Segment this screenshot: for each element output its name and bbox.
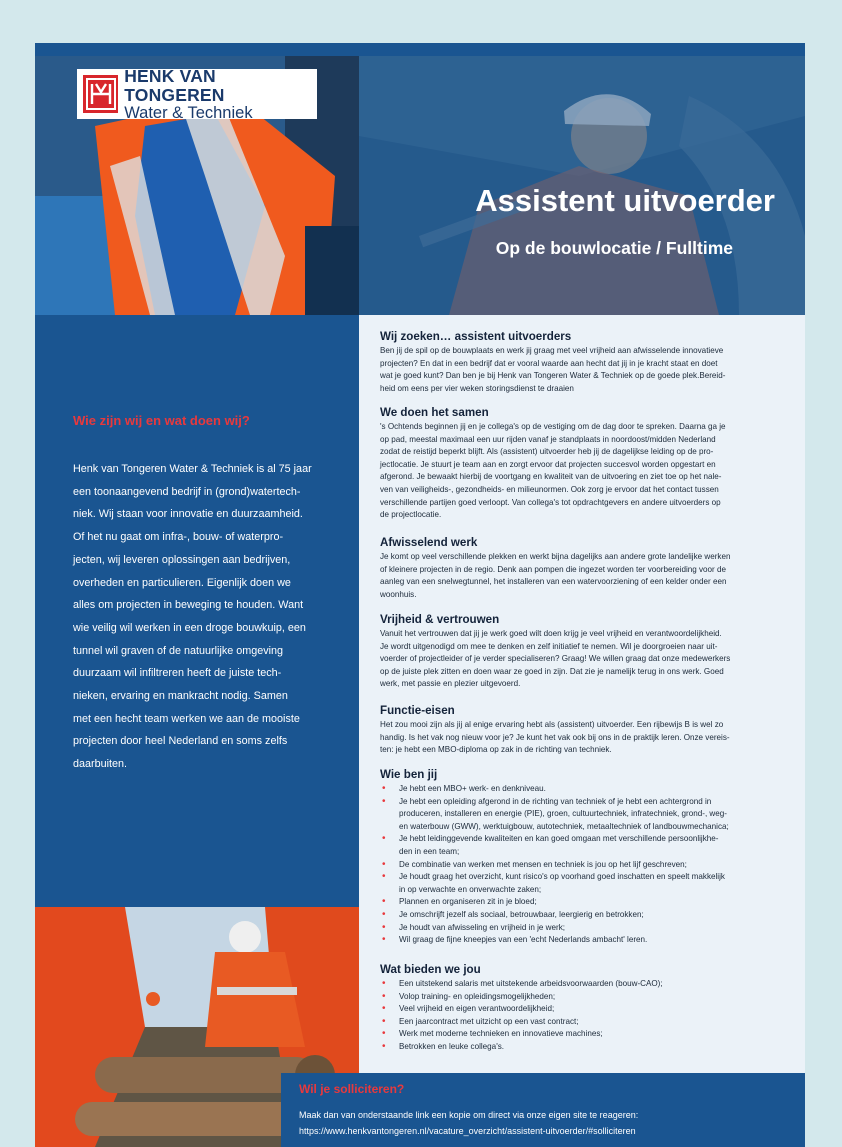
- list-item: • Je houdt van afwisseling en vrijheid in je werk;: [380, 922, 795, 935]
- section-line: op de juiste plek zitten en doen waar ze goed in zijn. Dat zie je namelijk terug in ons werk. Goed: [380, 666, 724, 676]
- section-line: afgerond. Je bewaakt hierbij de voortgang en kwaliteit van de uitvoering en ziet toe op het nale-: [380, 472, 722, 482]
- section-title: We doen het samen: [380, 406, 489, 419]
- about-line: met een hecht team werken we aan de mooiste: [73, 712, 300, 725]
- section-line: woonhuis.: [380, 589, 417, 599]
- section-line: projecten? En dat in een bedrijf dat er vooral waarde aan hecht dat jij in je kracht staat en doet: [380, 358, 718, 368]
- section-wie-ben-jij: [380, 768, 795, 947]
- about-line: Of het nu gaat om infra-, bouw- of waterpro-: [73, 531, 284, 544]
- list-item: • Je hebt een MBO+ werk- en denkniveau.: [380, 783, 795, 796]
- list-item: • Plannen en organiseren zit in je bloed;: [380, 896, 795, 909]
- list-item: • Volop training- en opleidingsmogelijkheden;: [380, 991, 795, 1004]
- section-line: wat je goed kunt? Dan ben je bij Henk van Tongeren Water & Techniek op de goede plek.Bereid-: [380, 371, 726, 381]
- section-wat-bieden-we: [380, 963, 795, 1054]
- section-line: Ben jij de spil op de bouwplaats en werk jij graag met veel vrijheid aan afwisselende innovatieve: [380, 346, 724, 355]
- top-color-bar: [35, 43, 805, 56]
- apply-link[interactable]: https://www.henkvantongeren.nl/vacature_overzicht/assistent-uitvoerder/#solliciteren: [299, 1126, 636, 1136]
- about-line: Henk van Tongeren Water & Techniek is al 75 jaar: [73, 463, 312, 475]
- apply-instruction: Maak dan van onderstaande link een kopie om direct via onze eigen site te reageren:: [299, 1110, 639, 1120]
- section-line: verschillende partijen goed verloopt. Van collega's tot opdrachtgevers en andere uitvoerders op: [380, 497, 721, 507]
- apply-box: [281, 1073, 805, 1147]
- section-wij-zoeken: [380, 330, 795, 395]
- section-title: Vrijheid & vertrouwen: [380, 613, 500, 626]
- about-line: overheden en particulieren. Eigenlijk doen we: [73, 576, 291, 589]
- section-line: Vanuit het vertrouwen dat jij je werk goed wilt doen krijg je veel vrijheid en verantwoordelijkheid.: [380, 629, 722, 638]
- section-line: werk, met passie en plezier uitgevoerd.: [380, 679, 521, 689]
- section-line: of kleinere projecten in de regio. Denk aan pompen die ingezet worden ter voorbereiding voor de: [380, 564, 726, 574]
- about-line: alles om projecten in beweging te houden. Want: [73, 599, 304, 612]
- section-line: 's Ochtends beginnen jij en je collega's op de vestiging om de dag door te spreken. Daarna ga je: [380, 422, 726, 431]
- section-line: op pad, meestal maximaal een uur rijden vanaf je standplaats in noordoost/midden Nederland: [380, 434, 716, 444]
- section-line: zodat de reistijd beperkt blijft. Als (assistent) uitvoerder heb jij de dagelijkse leiding op de pro-: [380, 447, 714, 457]
- about-line: duurzaam wil infiltreren heeft de juiste tech-: [73, 667, 282, 680]
- list-item: • Wil graag de fijne kneepjes van een 'echt Nederlands ambacht' leren.: [380, 934, 795, 947]
- job-title: Assistent uitvoerder: [475, 183, 775, 218]
- section-line: ten: je hebt een MBO-diploma op zak in de richting van techniek.: [380, 745, 612, 755]
- section-samen: [380, 406, 795, 522]
- logo-company-name: HENK VAN TONGEREN: [124, 65, 225, 105]
- list-item: • Betrokken en leuke collega's.: [380, 1041, 795, 1054]
- section-line: de projectlocatie.: [380, 510, 442, 520]
- list-item: • Werk met moderne technieken en innovatieve machines;: [380, 1028, 795, 1041]
- apply-heading: Wil je solliciteren?: [299, 1082, 405, 1096]
- section-line: Het zou mooi zijn als jij al enige ervaring hebt als (assistent) uitvoerder. Een rijbewijs B is wel zo: [380, 720, 724, 729]
- about-line: een toonaangevend bedrijf in (grond)watertech-: [73, 485, 301, 498]
- about-text: [73, 458, 323, 776]
- section-title: Wij zoeken… assistent uitvoerders: [380, 330, 572, 343]
- about-line: daarbuiten.: [73, 758, 128, 771]
- section-line: Je wordt uitgenodigd om mee te denken en zelf initiatief te nemen. Wil je doorgroeien naar uit-: [380, 641, 718, 651]
- section-title: Afwisselend werk: [380, 536, 478, 549]
- section-afwisselend: [380, 536, 795, 601]
- section-functie-eisen: [380, 704, 795, 757]
- section-vrijheid: [380, 613, 795, 691]
- section-line: ven van veiligheids-, gezondheids- en milieunormen. Ook zorg je ervoor dat het contact tussen: [380, 484, 719, 494]
- hero-photo-worker: [35, 56, 359, 315]
- about-line: wie veilig wil werken in een droge bouwkuip, een: [73, 621, 306, 634]
- logo-company-sub: Water & Techniek: [124, 103, 253, 122]
- section-line: aanleg van een snelwegtunnel, het installeren van een watervoorziening of een kelder onder een: [380, 577, 727, 587]
- list-item: • Veel vrijheid en eigen verantwoordelijkheid;: [380, 1003, 795, 1016]
- about-line: nieken, ervaring en mankracht nodig. Samen: [73, 690, 288, 703]
- section-title: Wat bieden we jou: [380, 963, 481, 976]
- list-item: • Een uitstekend salaris met uitstekende arbeidsvoorwaarden (bouw-CAO);: [380, 978, 795, 991]
- section-line: handig. Is het vak nog nieuw voor je? Je kunt het vak ook bij ons in de praktijk leren. Onze vereis-: [380, 732, 730, 742]
- list-item: • Een jaarcontract met uitzicht op een vast contract;: [380, 1016, 795, 1029]
- about-panel: [35, 315, 359, 907]
- list-item: • Je hebt een opleiding afgerond in de richting van techniek of je hebt een achtergrond in produceren, installeren en energie (PIE), groen, cultuurtechniek, infratechniek, grond-, weg- en waterbouw (GWW), werktuigbouw, autotechniek, metaaltechniek of landbouwmechanica;: [380, 796, 795, 834]
- logo-emblem-icon: [83, 75, 118, 113]
- section-title: Functie-eisen: [380, 704, 455, 717]
- about-line: tunnel wil graven of de natuurlijke omgeving: [73, 644, 284, 657]
- about-line: jecten, wij leveren oplossingen aan bedrijven,: [73, 553, 291, 566]
- list-item: • Je hebt leidinggevende kwaliteiten en kan goed omgaan met verschillende persoonlijkhe- den in een team;: [380, 833, 795, 858]
- job-subtitle: Op de bouwlocatie / Fulltime: [495, 238, 733, 258]
- section-line: voerder of projectleider of je verder specialiseren? Graag! We willen graag dat onze medewerkers: [380, 654, 731, 664]
- section-line: Je komt op veel verschillende plekken en werkt bijna dagelijks aan andere grote landelijke werken: [380, 552, 731, 561]
- list-item: • De combinatie van werken met mensen en techniek is jou op het lijf geschreven;: [380, 859, 795, 872]
- list-item: • Je houdt graag het overzicht, kunt risico's op voorhand goed inschatten en speelt makkelijk in op verwachte en onverwachte zaken;: [380, 871, 795, 896]
- section-line: jectlocatie. Je stuurt je team aan en zorgt ervoor dat projecten succesvol worden opgestart en: [380, 459, 716, 469]
- list-item: • Je omschrijft jezelf als sociaal, betrouwbaar, leergierig en betrokken;: [380, 909, 795, 922]
- about-heading: Wie zijn wij en wat doen wij?: [73, 413, 250, 428]
- section-line: heid om eens per vier weken storingsdienst te draaien: [380, 383, 574, 393]
- section-title: Wie ben jij: [380, 768, 438, 781]
- about-line: niek. Wij staan voor innovatie en duurzaamheid.: [73, 508, 303, 521]
- about-line: projecten door heel Nederland en soms zelfs: [73, 735, 288, 748]
- company-logo: [77, 65, 317, 122]
